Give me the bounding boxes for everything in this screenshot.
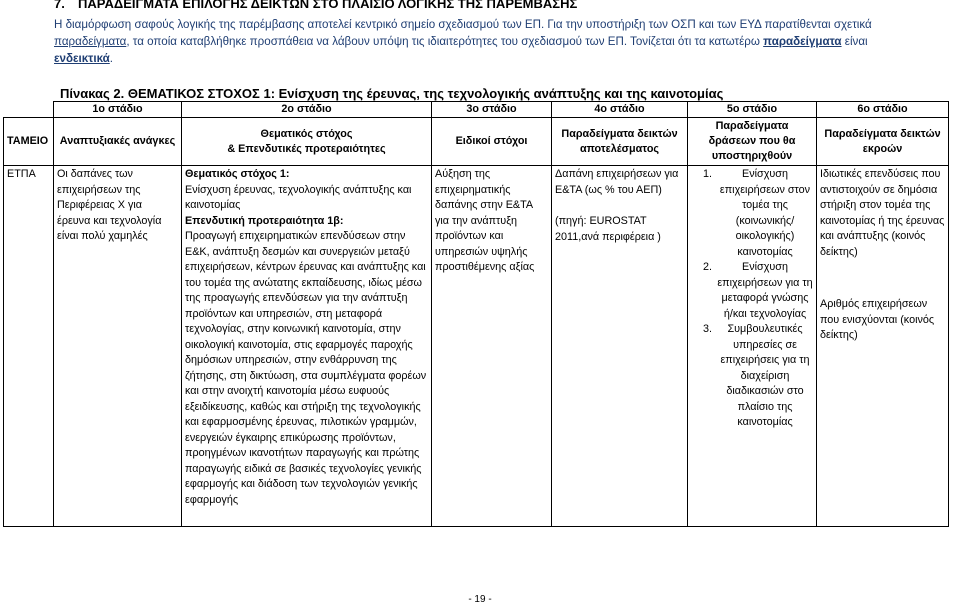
header-specific: Ειδικοί στόχοι <box>432 118 552 166</box>
result-cell <box>552 166 688 527</box>
specific-cell: Αύξηση της επιχειρηματικής δαπάνης στην Ε&ΤΑ για την ανάπτυξη προϊόντων και υπηρεσιών υψηλής προστιθέμενης αξίας <box>432 166 552 527</box>
priority-label: Επενδυτική προτεραιότητα 1β: <box>185 214 344 227</box>
intro-text-2: , τα οποία καταβλήθηκε προσπάθεια να λάβουν υπόψη τις ιδιαιτερότητες του σχεδιασμού των ΕΠ. Τονίζεται ότι τα κατωτέρω <box>126 35 760 48</box>
stage-2: 2ο στάδιο <box>182 102 432 118</box>
fund-cell: ΕΤΠΑ <box>4 166 54 527</box>
result-indicator-text: Δαπάνη επιχειρήσεων για Ε&ΤΑ (ως % του ΑΕΠ) <box>555 168 679 196</box>
table-caption: Πίνακας 2. ΘΕΜΑΤΙΚΟΣ ΣΤΟΧΟΣ 1: Ενίσχυση της έρευνας, της τεχνολογικής ανάπτυξης και της καινοτομίας <box>60 86 724 101</box>
header-thematic-line1: Θεματικός στόχος <box>260 127 353 140</box>
actions-cell <box>688 166 817 527</box>
list-item: 1. Ενίσχυση επιχειρήσεων στον τομέα της (κοινωνικής/ οικολογικής) καινοτομίας <box>715 167 813 260</box>
stage-6: 6ο στάδιο <box>817 102 949 118</box>
list-item: 3. Συμβουλευτικές υπηρεσίες σε επιχειρήσεις για τη διαχείριση διαδικασιών στο πλαίσιο της καινοτομίας <box>715 322 813 431</box>
header-result-indicators: Παραδείγματα δεικτών αποτελέσματος <box>552 118 688 166</box>
priority-text: Προαγωγή επιχειρηματικών επενδύσεων στην Ε&Κ, ανάπτυξη δεσμών και συνεργειών μεταξύ επιχειρήσεων, κέντρων έρευνας και ανάπτυξης και του τομέα της ανώτατης εκπαίδευσης, ιδίως μέσω της προαγωγής επενδύσεων για την ανάπτυξη προϊόντων και υπηρεσιών, στη μεταφορά τεχνολογίας, στην κοινωνική καινοτομία, στην οικολογική καινοτομία, στις εφαρμογές παροχής δημόσιων υπηρεσιών, στην ενθάρρυνση της ζήτησης, στη δικτύωση, στα συμπλέγματα φορέων και στην ανοιχτή καινοτομία μέσω ευφυούς εξειδίκευσης, καθώς και στήριξη της τεχνολογικής και εφαρμοσμένης έρευνας, πιλοτικών γραμμών, ενεργειών έγκαιρης επικύρωσης προϊόντων, προηγμένων ικανοτήτων παραγωγής και πρώτης παραγωγής ειδικά σε βασικές τεχνολογίες γενικής εφαρμογής και διάδοση των τεχνολογιών γενικής εφαρμογής <box>185 230 427 506</box>
output-indicator-2: Αριθμός επιχειρήσεων που ενισχύονται (κοινός δείκτης) <box>820 298 935 341</box>
stage-4: 4ο στάδιο <box>552 102 688 118</box>
indicative-emphasis: ενδεικτικά <box>54 52 110 65</box>
intro-paragraph <box>54 16 914 67</box>
section-heading <box>54 0 577 11</box>
section-title: ΠΑΡΑΔΕΙΓΜΑΤΑ ΕΠΙΛΟΓΗΣ ΔΕΙΚΤΩΝ ΣΤΟ ΠΛΑΙΣΙΟ ΛΟΓΙΚΗΣ ΤΗΣ ΠΑΡΕΜΒΑΣΗΣ <box>78 0 578 11</box>
intro-text-3: είναι <box>844 35 868 48</box>
examples-emphasis: παραδείγματα <box>763 35 842 48</box>
list-item: 2. Ενίσχυση επιχειρήσεων για τη μεταφορά γνώσης ή/και τεχνολογίας <box>715 260 813 322</box>
stage-3: 3ο στάδιο <box>432 102 552 118</box>
header-row <box>4 118 949 166</box>
needs-cell: Οι δαπάνες των επιχειρήσεων της Περιφέρειας Χ για έρευνα και τεχνολογία είναι πολύ χαμηλές <box>54 166 182 527</box>
header-needs: Αναπτυξιακές ανάγκες <box>54 118 182 166</box>
actions-list <box>691 167 813 431</box>
stage-row <box>4 102 949 118</box>
stage-1: 1ο στάδιο <box>54 102 182 118</box>
page-number: - 19 - <box>468 594 492 605</box>
header-action-examples: Παραδείγματα δράσεων που θα υποστηριχθούν <box>688 118 817 166</box>
section-number: 7. <box>54 0 65 11</box>
examples-link[interactable]: παραδείγματα <box>54 35 127 48</box>
intro-text-1: Η διαμόρφωση σαφούς λογικής της παρέμβασης αποτελεί κεντρικό σημείο σχεδιασμού των ΕΠ. Για την υποστήριξη των ΟΣΠ και των ΕΥΔ παρατίθενται σχετικά <box>54 18 872 31</box>
intro-text-4: . <box>109 52 114 65</box>
thematic-goal-text: Ενίσχυση έρευνας, τεχνολογικής ανάπτυξης και καινοτομίας <box>185 183 412 211</box>
table-row <box>4 166 949 527</box>
output-indicator-1: Ιδιωτικές επενδύσεις που αντιστοιχούν σε δημόσια στήριξη στον τομέα της καινοτομίας ή της έρευνας και ανάπτυξης (κοινός δείκτης) <box>820 168 945 258</box>
result-indicator-source: (πηγή: EUROSTAT 2011,ανά περιφέρεια ) <box>555 215 661 243</box>
header-thematic <box>182 118 432 166</box>
thematic-cell <box>182 166 432 527</box>
output-cell <box>817 166 949 527</box>
indicators-table <box>3 101 949 527</box>
header-output-indicators: Παραδείγματα δεικτών εκροών <box>817 118 949 166</box>
header-fund: ΤΑΜΕΙΟ <box>4 118 54 166</box>
header-thematic-line2: & Επενδυτικές προτεραιότητες <box>227 142 386 155</box>
thematic-goal-label: Θεματικός στόχος 1: <box>185 168 290 180</box>
stage-5: 5ο στάδιο <box>688 102 817 118</box>
